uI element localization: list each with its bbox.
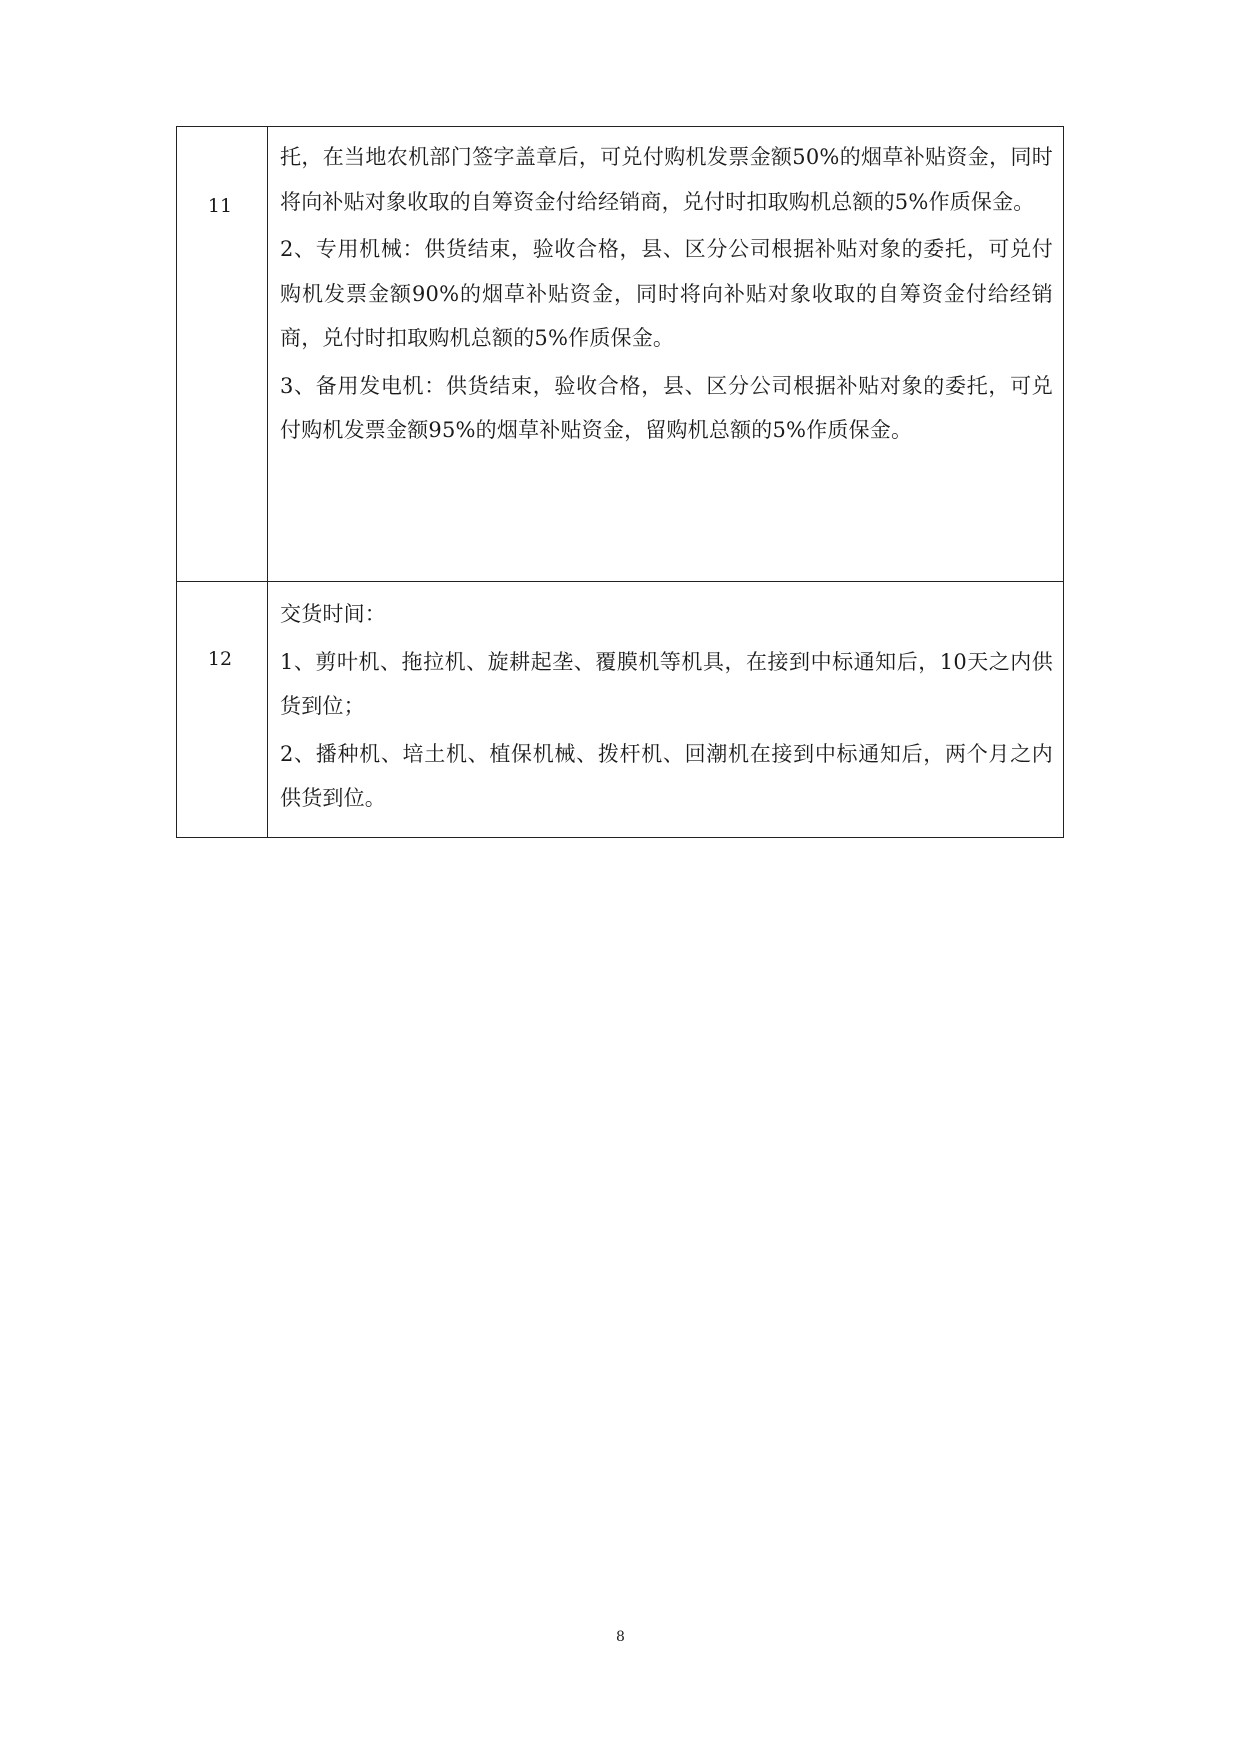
paragraph: 2、播种机、培土机、植保机械、拨杆机、回潮机在接到中标通知后，两个月之内供货到位。 (280, 741, 1053, 810)
paragraph: 3、备用发电机：供货结束，验收合格，县、区分公司根据补贴对象的委托，可兑付购机发票金额95%的烟草补贴资金，留购机总额的5%作质保金。 (280, 373, 1053, 442)
content-table (176, 126, 1064, 838)
table-row (177, 582, 1064, 838)
row-number-cell (177, 127, 268, 582)
table-row (177, 127, 1064, 582)
row-number-cell (177, 582, 268, 838)
row-content-cell (268, 582, 1064, 838)
page-number: 8 (616, 1629, 625, 1645)
paragraph: 托，在当地农机部门签字盖章后，可兑付购机发票金额50%的烟草补贴资金，同时将向补贴对象收取的自筹资金付给经销商，兑付时扣取购机总额的5%作质保金。 (280, 145, 1053, 214)
paragraph: 2、专用机械：供货结束，验收合格，县、区分公司根据补贴对象的委托，可兑付购机发票金额90%的烟草补贴资金，同时将向补贴对象收取的自筹资金付给经销商，兑付时扣取购机总额的5%作质保金。 (280, 237, 1053, 350)
paragraph: 交货时间： (280, 602, 386, 626)
row-content-cell (268, 127, 1064, 582)
paragraph: 1、剪叶机、拖拉机、旋耕起垄、覆膜机等机具，在接到中标通知后，10天之内供货到位； (280, 649, 1053, 718)
row-number: 12 (207, 648, 233, 670)
row-number: 11 (207, 195, 233, 217)
